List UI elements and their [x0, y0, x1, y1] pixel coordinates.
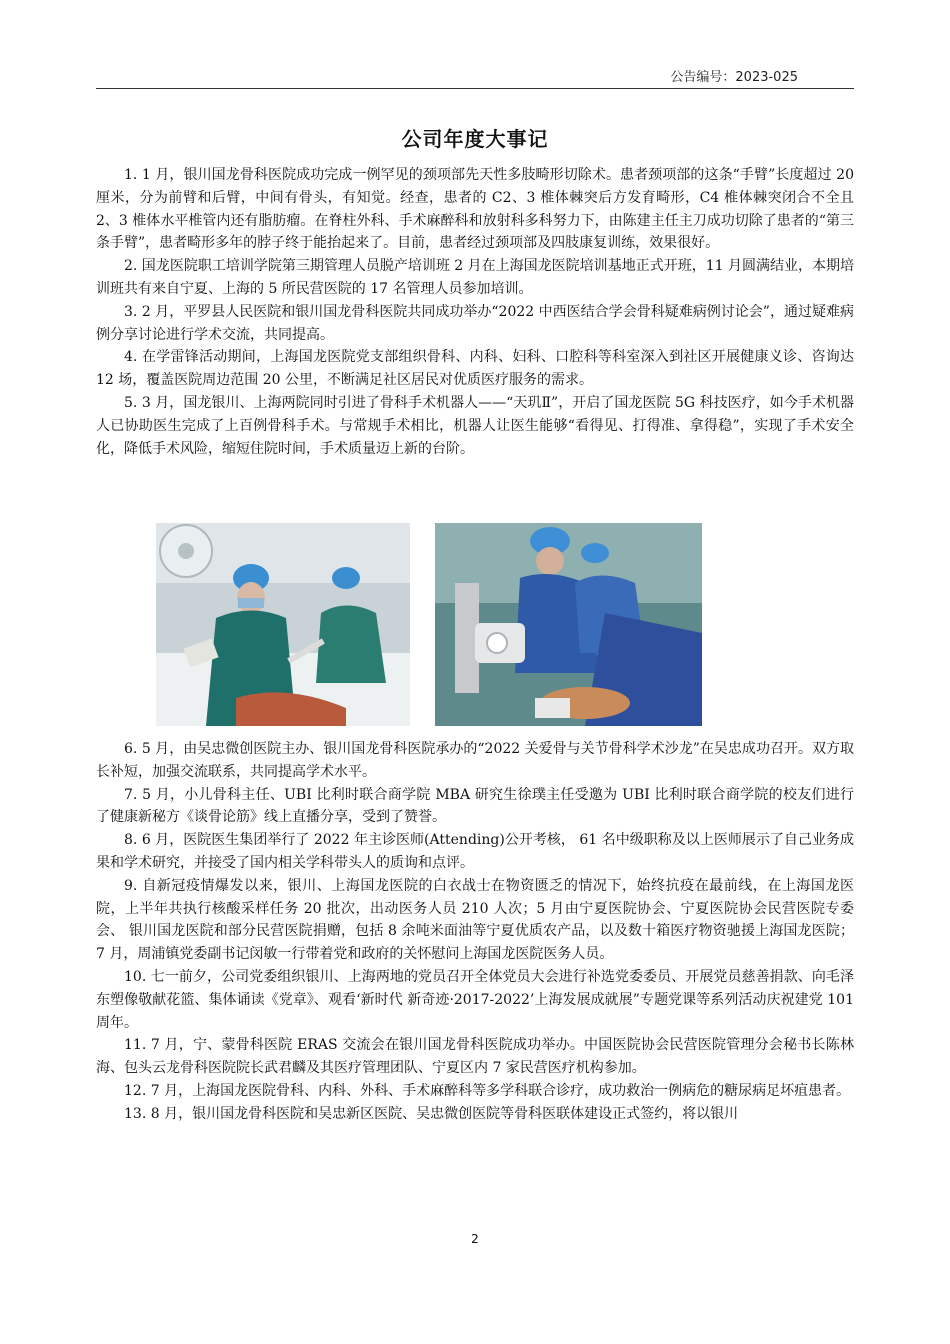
page-number: 2	[471, 1232, 479, 1246]
event-item: 2. 国龙医院职工培训学院第三期管理人员脱产培训班 2 月在上海国龙医院培训基地正式开班，11 月圆满结业，本期培训班共有来自宁夏、上海的 5 所民营医院的 17 名管理人员参加培训。	[96, 258, 854, 297]
event-item: 10. 七一前夕，公司党委组织银川、上海两地的党员召开全体党员大会进行补选党委委员、开展党员慈善捐款、向毛泽东塑像敬献花篮、集体诵读《党章》、观看‘新时代 新奇迹·2017-2022’上海发展成就展”专题党课等系列活动庆祝建党 101 周年。	[96, 968, 854, 1031]
photo-row	[156, 523, 702, 726]
event-item: 4. 在学雷锋活动期间，上海国龙医院党支部组织骨科、内科、妇科、口腔科等科室深入到社区开展健康义诊、咨询达 12 场，覆盖医院周边范围 20 公里，不断满足社区居民对优质医疗服务的需求。	[96, 349, 854, 389]
header-divider	[96, 88, 854, 89]
event-item: 3. 2 月，平罗县人民医院和银川国龙骨科医院共同成功举办“2022 中西医结合学会骨科疑难病例讨论会”，通过疑难病例分享讨论进行学术交流，共同提高。	[96, 303, 854, 343]
event-item: 1. 1 月，银川国龙骨科医院成功完成一例罕见的颈项部先天性多肢畸形切除术。患者颈项部的这条“手臂”长度超过 20 厘米，分为前臂和后臂，中间有骨头，有知觉。经查，患者的 C2、3 椎体棘突后方发育畸形，C4 椎体棘突闭合不全且 2、3 椎体水平椎管内还有脂肪瘤。在脊柱外科、手术麻醉科和放射科多科努力下，由陈建主任主刀成功切除了患者的“第三条手臂”，患者畸形多年的脖子终于能抬起来了。目前，患者经过颈项部及四肢康复训练，效果很好。	[96, 167, 854, 252]
event-item: 11. 7 月，宁、蒙骨科医院 ERAS 交流会在银川国龙骨科医院成功举办。中国医院协会民营医院管理分会秘书长陈林海、包头云龙骨科医院院长武君麟及其医疗管理团队、宁夏区内 7 家民营医疗机构参加。	[96, 1037, 854, 1077]
surgery-team-photo	[156, 523, 410, 726]
document-title: 公司年度大事记	[401, 127, 549, 151]
robot-surgery-photo	[435, 523, 702, 726]
event-item: 6. 5 月，由吴忠微创医院主办、银川国龙骨科医院承办的“2022 关爱骨与关节骨科学术沙龙”在吴忠成功召开。双方取长补短，加强交流联系，共同提高学术水平。	[96, 741, 854, 780]
event-item: 5. 3 月，国龙银川、上海两院同时引进了骨科手术机器人——“天玑Ⅱ”，开启了国龙医院 5G 科技医疗，如今手术机器人已协助医生完成了上百例骨科手术。与常规手术相比，机器人让医生能够“看得见、打得准、拿得稳”，实现了手术安全化，降低手术风险，缩短住院时间，手术质量迈上新的台阶。	[96, 394, 854, 457]
event-item: 8. 6 月，医院医生集团举行了 2022 年主诊医师(Attending)公开考核， 61 名中级职称及以上医师展示了自己业务成果和学术研究，并接受了国内相关学科带头人的质询和点评。	[96, 832, 854, 871]
events-list-part2	[96, 738, 854, 1126]
event-item: 12. 7 月，上海国龙医院骨科、内科、外科、手术麻醉科等多学科联合诊疗，成功救治一例病危的糖尿病足坏疽患者。	[124, 1082, 851, 1099]
event-item: 9. 自新冠疫情爆发以来，银川、上海国龙医院的白衣战士在物资匮乏的情况下，始终抗疫在最前线，在上海国龙医院，上半年共执行核酸采样任务 20 批次，出动医务人员 210 人次；5 月由宁夏医院协会、宁夏医院协会民营医院专委会、 银川国龙医院和部分民营医院捐赠，包括 8 余吨米面油等宁夏优质农产品，以及数十箱医疗物资驰援上海国龙医院； 7 月，周浦镇党委副书记闵敏一行带着党和政府的关怀慰问上海国龙医院医务人员。	[96, 877, 854, 963]
announcement-number: 公告编号：2023-025	[670, 70, 798, 85]
event-item: 7. 5 月，小儿骨科主任、UBI 比利时联合商学院 MBA 研究生徐璞主任受邀为 UBI 比利时联合商学院的校友们进行了健康新秘方《谈骨论筋》线上直播分享，受到了赞誉。	[96, 786, 854, 826]
events-list-part1	[96, 164, 854, 460]
event-item: 13. 8 月，银川国龙骨科医院和吴忠新区医院、吴忠微创医院等骨科医联体建设正式签约，将以银川	[124, 1105, 739, 1122]
